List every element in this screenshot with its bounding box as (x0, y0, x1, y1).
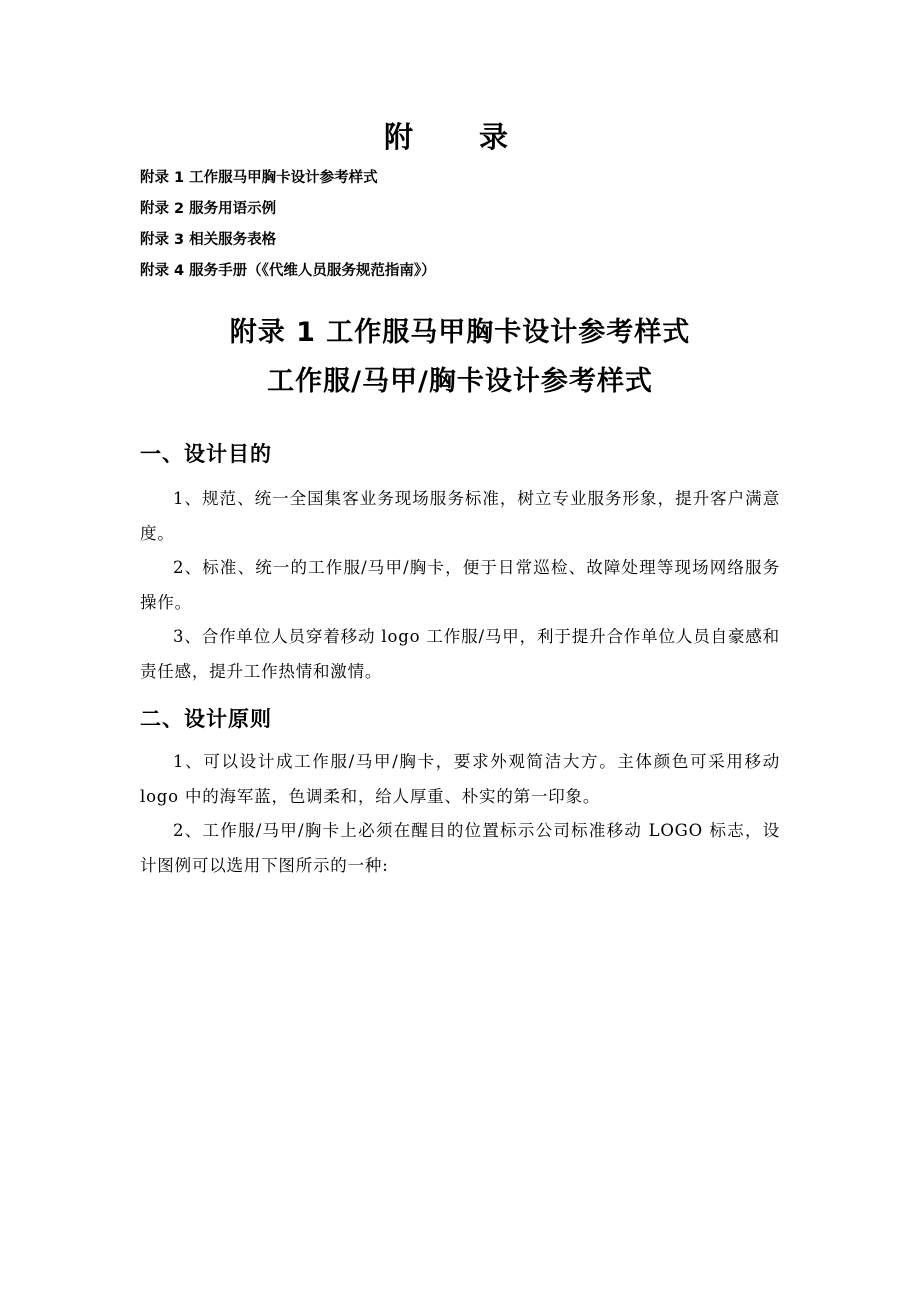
paragraph: 2、工作服/马甲/胸卡上必须在醒目的位置标示公司标准移动 LOGO 标志，设计图例可以选用下图所示的一种: (140, 821, 780, 875)
toc-item-appendix-2: 附录 2 服务用语示例 (140, 201, 277, 217)
appendix1-subtitle: 工作服/马甲/胸卡设计参考样式 (267, 366, 653, 397)
toc-item-appendix-1: 附录 1 工作服马甲胸卡设计参考样式 (140, 170, 378, 186)
paragraph: 2、标准、统一的工作服/马甲/胸卡，便于日常巡检、故障处理等现场网络服务操作。 (140, 558, 780, 612)
paragraph: 1、可以设计成工作服/马甲/胸卡，要求外观简洁大方。主体颜色可采用移动 logo 中的海军蓝，色调柔和，给人厚重、朴实的第一印象。 (140, 752, 780, 806)
toc-item-appendix-3: 附录 3 相关服务表格 (140, 232, 277, 248)
paragraph: 1、规范、统一全国集客业务现场服务标准，树立专业服务形象，提升客户满意度。 (140, 489, 780, 543)
section-body-design-principles (140, 745, 780, 883)
toc-item-appendix-4: 附录 4 服务手册（《代维人员服务规范指南》） (140, 263, 436, 279)
appendix-toc (140, 163, 780, 287)
section-heading-design-purpose: 一、设计目的 (140, 442, 272, 466)
section-heading-design-principles: 二、设计原则 (140, 707, 272, 731)
section-body-design-purpose (140, 482, 780, 689)
appendix1-title: 附录 1 工作服马甲胸卡设计参考样式 (229, 317, 691, 348)
appendix-title: 附 录 (383, 120, 537, 154)
paragraph: 3、合作单位人员穿着移动 logo 工作服/马甲，利于提升合作单位人员自豪感和责任感，提升工作热情和激情。 (140, 627, 780, 681)
